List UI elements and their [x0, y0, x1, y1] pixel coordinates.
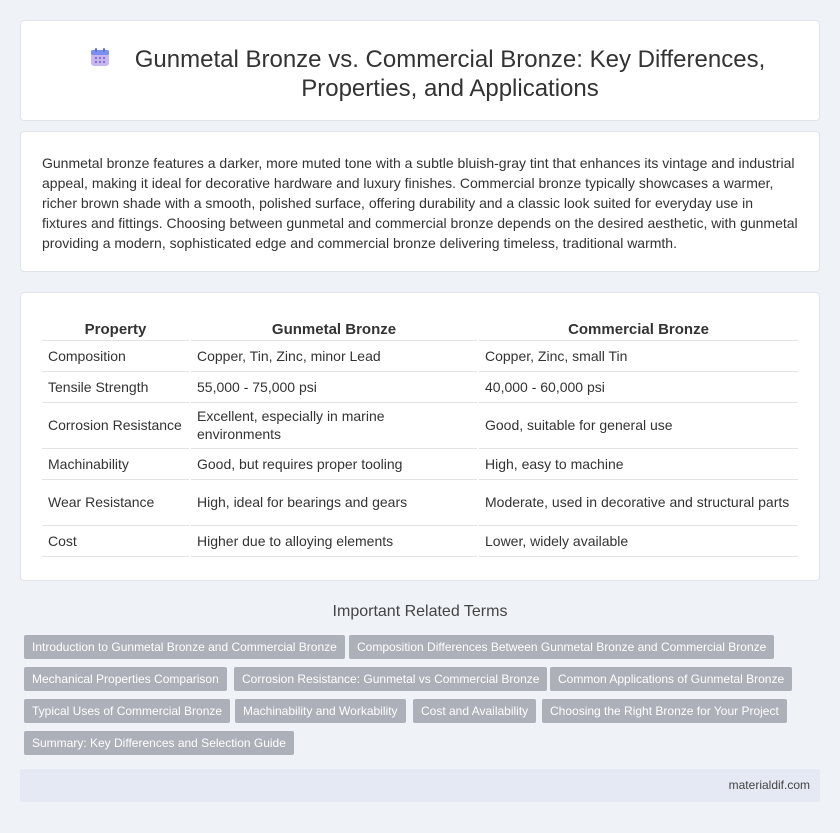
related-term-tag[interactable]: Mechanical Properties Comparison: [24, 667, 227, 691]
table-row: [42, 371, 798, 402]
page-title: Gunmetal Bronze vs. Commercial Bronze: Key Differences, Properties, and Applications: [134, 46, 766, 102]
table-row: [42, 402, 798, 448]
related-term-tag[interactable]: Corrosion Resistance: Gunmetal vs Commercial Bronze: [234, 667, 547, 691]
related-term-tag[interactable]: Typical Uses of Commercial Bronze: [24, 699, 230, 723]
column-header: Property: [42, 314, 190, 340]
related-term-tag[interactable]: Introduction to Gunmetal Bronze and Commercial Bronze: [24, 635, 345, 659]
table-cell: Machinability: [42, 448, 190, 479]
table-cell: Lower, widely available: [478, 525, 798, 556]
column-header: Commercial Bronze: [478, 314, 798, 340]
table-header-row: [42, 314, 798, 340]
table-cell: Copper, Zinc, small Tin: [478, 340, 798, 371]
related-term-tag[interactable]: Summary: Key Differences and Selection Guide: [24, 731, 294, 755]
title-card: [20, 20, 820, 121]
table-cell: Wear Resistance: [42, 479, 190, 525]
table-cell: 55,000 - 75,000 psi: [190, 371, 478, 402]
related-term-tag[interactable]: Cost and Availability: [413, 699, 536, 723]
related-term-tag[interactable]: Composition Differences Between Gunmetal Bronze and Commercial Bronze: [349, 635, 774, 659]
intro-paragraph: Gunmetal bronze features a darker, more muted tone with a subtle bluish-gray tint that enhances its vintage and industrial appeal, making it ideal for decorative hardware and luxury finishes. Commercial bronze typically showcases a warmer, richer brown shade with a smooth, polished surface, offering durability and a classic look suited for everyday use in fixtures and fittings. Choosing between gunmetal and commercial bronze depends on the desired aesthetic, with gunmetal providing a modern, sophisticated edge and commercial bronze delivering timeless, traditional warmth.: [42, 155, 798, 251]
related-term-tag[interactable]: Common Applications of Gunmetal Bronze: [550, 667, 792, 691]
table-cell: Higher due to alloying elements: [190, 525, 478, 556]
intro-card: [20, 131, 820, 272]
table-row: [42, 448, 798, 479]
related-term-tag[interactable]: Machinability and Workability: [235, 699, 406, 723]
related-term-tag[interactable]: Choosing the Right Bronze for Your Project: [542, 699, 787, 723]
table-cell: Copper, Tin, Zinc, minor Lead: [190, 340, 478, 371]
comparison-table: [42, 314, 798, 557]
table-cell: Good, suitable for general use: [478, 402, 798, 448]
table-cell: Tensile Strength: [42, 371, 190, 402]
table-row: [42, 525, 798, 556]
table-cell: High, ideal for bearings and gears: [190, 479, 478, 525]
table-cell: High, easy to machine: [478, 448, 798, 479]
footer: [20, 769, 820, 802]
related-terms-title: Important Related Terms: [332, 603, 508, 620]
column-header: Gunmetal Bronze: [190, 314, 478, 340]
table-cell: Moderate, used in decorative and structural parts: [478, 479, 798, 525]
table-cell: Composition: [42, 340, 190, 371]
table-cell: Excellent, especially in marine environments: [190, 402, 478, 448]
table-cell: Good, but requires proper tooling: [190, 448, 478, 479]
table-cell: 40,000 - 60,000 psi: [478, 371, 798, 402]
table-row: [42, 340, 798, 371]
footer-site-link[interactable]: materialdif.com: [728, 778, 810, 792]
table-cell: Corrosion Resistance: [42, 402, 190, 448]
comparison-table-card: [20, 292, 820, 581]
table-row: [42, 479, 798, 525]
table-cell: Cost: [42, 525, 190, 556]
